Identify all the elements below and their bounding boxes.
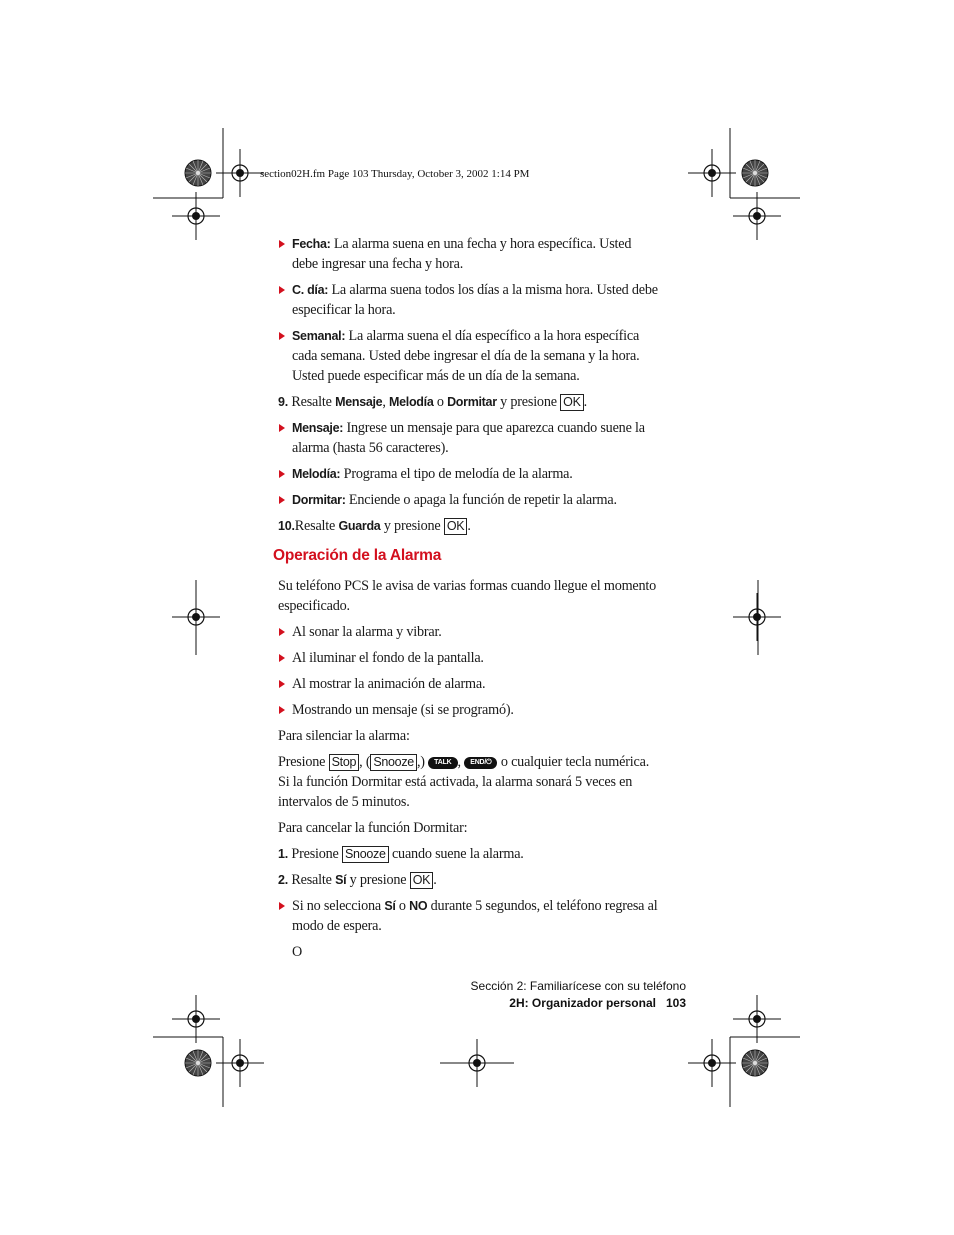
punctuation: . — [467, 518, 471, 534]
end-key-icon: END/⏻ — [464, 757, 497, 769]
alert-item: Al sonar la alarma y vibrar. — [278, 622, 660, 642]
term-text: Programa el tipo de melodía de la alarma. — [340, 466, 573, 482]
step-number: 2. — [278, 873, 289, 887]
step-text: Resalte — [288, 394, 336, 410]
footer-chapter-title: 2H: Organizador personal — [509, 996, 656, 1010]
bullet-fecha — [278, 234, 660, 274]
stop-key: Stop — [329, 754, 360, 771]
option-mensaje: Mensaje — [335, 395, 383, 409]
step-number: 10. — [278, 519, 295, 533]
page-content — [273, 234, 660, 962]
snooze-key: Snooze — [370, 754, 417, 771]
step-10 — [278, 516, 660, 536]
term-text: La alarma suena el día específico a la hora específica cada semana. Usted debe ingresar el día de la semana y la hora. Usted puede especificar más de un día de la semana. — [292, 328, 640, 384]
step-number: 9. — [278, 395, 289, 409]
section-heading: Operación de la Alarma — [273, 547, 442, 564]
alert-item: Al iluminar el fondo de la pantalla. — [278, 648, 660, 668]
footer-chapter — [471, 995, 686, 1012]
text: durante 5 segundos, el teléfono regresa al modo de espera. — [292, 898, 658, 934]
bullet-dormitar — [278, 490, 660, 510]
text: Si no selecciona — [292, 898, 385, 914]
text: ,) — [416, 754, 429, 770]
separator: , — [382, 394, 390, 410]
cancel-step-2 — [278, 870, 660, 890]
text: , ( — [359, 754, 371, 770]
intro-paragraph: Su teléfono PCS le avisa de varias formas cuando llegue el momento especificado. — [278, 578, 657, 614]
cancel-step-1 — [278, 844, 660, 864]
silence-instructions — [278, 752, 660, 812]
silence-label: Para silenciar la alarma: — [278, 728, 410, 744]
term-label: Semanal: — [292, 329, 346, 343]
option-si: Sí — [335, 873, 347, 887]
text: o — [395, 898, 410, 914]
bullet-melodia — [278, 464, 660, 484]
timeout-note — [278, 896, 660, 936]
term-label: Dormitar: — [292, 493, 346, 507]
option-dormitar: Dormitar — [447, 395, 497, 409]
step-text: y presione — [496, 394, 561, 410]
step-text: Presione — [288, 846, 342, 862]
snooze-key: Snooze — [342, 846, 389, 863]
footer-section: Sección 2: Familiarícese con su teléfono — [470, 979, 686, 993]
term-label: C. día: — [292, 283, 329, 297]
ok-key: OK — [410, 872, 433, 889]
step-text: Resalte — [294, 518, 339, 534]
step-text: y presione — [380, 518, 444, 534]
bullet-semanal — [278, 326, 660, 386]
punctuation: . — [433, 872, 437, 888]
bullet-c-dia — [278, 280, 660, 320]
separator: o — [433, 394, 448, 410]
alert-item: Mostrando un mensaje (si se programó). — [278, 700, 660, 720]
option-si: Sí — [384, 899, 396, 913]
term-text: Enciende o apaga la función de repetir la alarma. — [345, 492, 617, 508]
talk-key-icon: TALK — [428, 757, 457, 769]
text: Presione — [278, 754, 329, 770]
punctuation: . — [583, 394, 587, 410]
term-label: Mensaje: — [292, 421, 344, 435]
option-melodia: Melodía — [389, 395, 434, 409]
stray-character: O — [292, 944, 303, 960]
term-label: Melodía: — [292, 467, 341, 481]
term-text: La alarma suena en una fecha y hora específica. Usted debe ingresar una fecha y hora. — [292, 236, 632, 272]
alert-item: Al mostrar la animación de alarma. — [278, 674, 660, 694]
term-text: Ingrese un mensaje para que aparezca cuando suene la alarma (hasta 56 caracteres). — [292, 420, 645, 456]
file-header: section02H.fm Page 103 Thursday, October 3, 2002 1:14 PM — [260, 168, 530, 180]
cancel-label: Para cancelar la función Dormitar: — [278, 820, 468, 836]
step-number: 1. — [278, 847, 289, 861]
bullet-mensaje — [278, 418, 660, 458]
step-text: cuando suene la alarma. — [388, 846, 524, 862]
page-number: 103 — [665, 996, 686, 1010]
text: , — [457, 754, 465, 770]
term-label: Fecha: — [292, 237, 331, 251]
option-no: NO — [409, 899, 428, 913]
step-text: y presione — [346, 872, 410, 888]
step-9 — [278, 392, 660, 412]
option-guarda: Guarda — [338, 519, 381, 533]
text: o cualquier tecla numérica. Si la función Dormitar está activada, la alarma sonará 5 veces en intervalos de 5 minutos. — [278, 754, 650, 810]
ok-key: OK — [560, 394, 583, 411]
page-footer — [471, 978, 686, 1012]
step-text: Resalte — [288, 872, 336, 888]
ok-key: OK — [444, 518, 467, 535]
term-text: La alarma suena todos los días a la misma hora. Usted debe especificar la hora. — [292, 282, 658, 318]
